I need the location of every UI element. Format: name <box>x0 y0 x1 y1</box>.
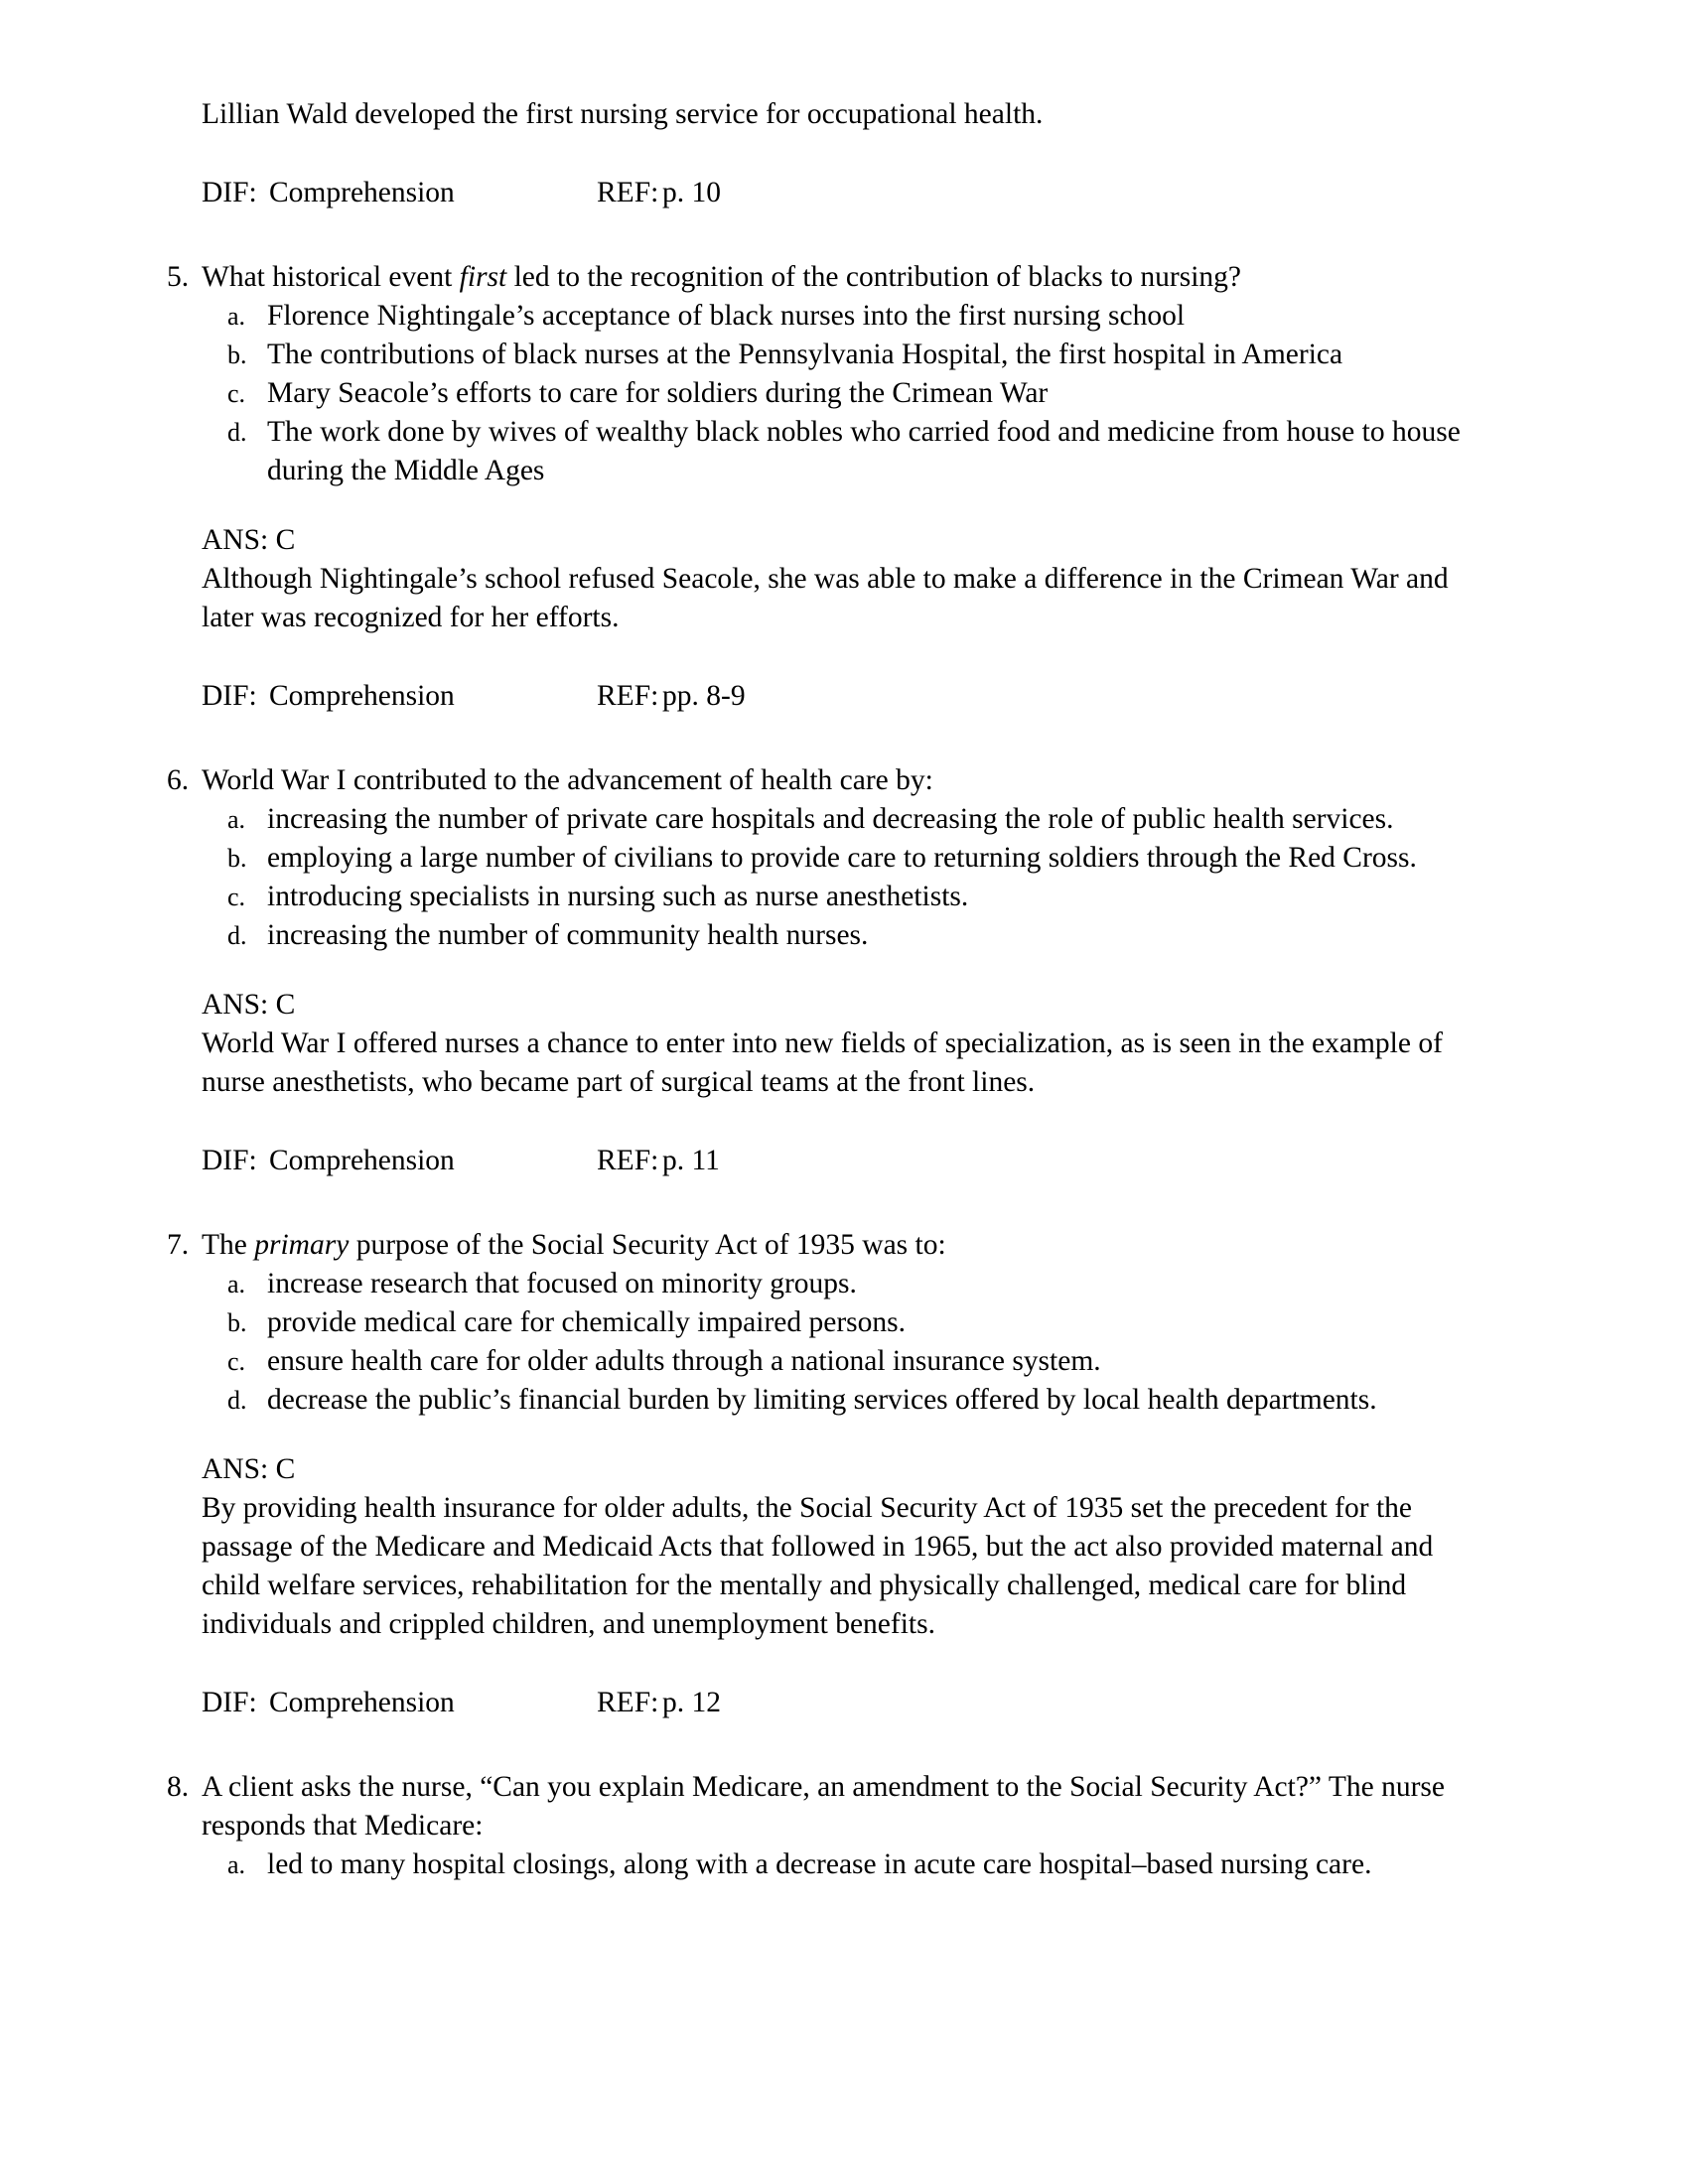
metadata-row-intro <box>202 174 1479 212</box>
dif-value: Comprehension <box>269 177 455 208</box>
intro-paragraph: Lillian Wald developed the first nursing service for occupational health. <box>202 98 1044 130</box>
option-text: led to many hospital closings, along with a decrease in acute care hospital–based nursing care. <box>267 1848 1372 1880</box>
question-stem-after: led to the recognition of the contribution of blacks to nursing? <box>506 261 1242 293</box>
question-stem-emphasis: primary <box>254 1229 350 1261</box>
option-item[interactable] <box>202 800 1479 839</box>
option-item[interactable] <box>202 1381 1479 1420</box>
dif-label: DIF: <box>202 1687 257 1718</box>
question-item <box>167 258 1479 297</box>
answer-line: ANS: C <box>202 524 296 556</box>
rationale-text: By providing health insurance for older adults, the Social Security Act of 1935 set the precedent for the passage of the Medicare and Medicaid Acts that followed in 1965, but the act also provided maternal and child welfare services, rehabilitation for the mentally and physically challenged, medical care for blind individuals and crippled children, and unemployment benefits. <box>202 1492 1434 1640</box>
option-list <box>202 297 1479 490</box>
option-item[interactable] <box>202 916 1479 955</box>
spacer <box>167 1180 1479 1226</box>
option-letter: c. <box>227 883 246 911</box>
option-item[interactable] <box>202 413 1479 490</box>
metadata-row <box>202 1142 1479 1180</box>
option-text: ensure health care for older adults through a national insurance system. <box>267 1345 1101 1377</box>
option-letter: d. <box>227 1386 247 1415</box>
option-item[interactable] <box>202 1265 1479 1303</box>
spacer <box>167 134 1479 174</box>
option-letter: a. <box>227 805 246 834</box>
ref-value: p. 10 <box>662 177 721 208</box>
question-stem-before: The <box>202 1229 255 1261</box>
option-letter: a. <box>227 302 246 331</box>
spacer <box>167 212 1479 258</box>
question-stem-before: World War I contributed to the advancement of health care by: <box>202 764 933 796</box>
question-number: 8. <box>167 1771 190 1803</box>
option-text: decrease the public’s financial burden by limiting services offered by local health departments. <box>267 1384 1377 1416</box>
option-item[interactable] <box>202 1342 1479 1381</box>
ref-label: REF: <box>597 1687 659 1718</box>
option-text: Florence Nightingale’s acceptance of black nurses into the first nursing school <box>267 300 1186 332</box>
option-letter: d. <box>227 418 247 447</box>
option-list <box>202 800 1479 955</box>
spacer <box>167 1102 1479 1142</box>
option-item[interactable] <box>202 336 1479 374</box>
question-stem <box>202 258 1479 297</box>
question-item <box>167 1768 1479 1845</box>
dif-value: Comprehension <box>269 1145 455 1176</box>
spacer <box>167 490 1479 521</box>
option-letter: d. <box>227 921 247 950</box>
option-letter: b. <box>227 844 247 873</box>
question-stem <box>202 1768 1479 1845</box>
spacer <box>167 1722 1479 1768</box>
metadata-row <box>202 677 1479 716</box>
ref-label: REF: <box>597 177 659 208</box>
option-letter: b. <box>227 341 247 369</box>
option-text: provide medical care for chemically impaired persons. <box>267 1306 906 1338</box>
question-stem-before: A client asks the nurse, “Can you explain Medicare, an amendment to the Social Security Act?” The nurse responds that Medicare: <box>202 1771 1446 1842</box>
spacer <box>167 955 1479 986</box>
ref-value: p. 12 <box>662 1687 721 1718</box>
question-item <box>167 1226 1479 1265</box>
question-item <box>167 761 1479 800</box>
question-stem-before: What historical event <box>202 261 460 293</box>
dif-label: DIF: <box>202 177 257 208</box>
dif-label: DIF: <box>202 1145 257 1176</box>
question-stem <box>202 1226 1479 1265</box>
answer-line: ANS: C <box>202 1453 296 1485</box>
option-text: introducing specialists in nursing such as nurse anesthetists. <box>267 881 969 912</box>
dif-label: DIF: <box>202 680 257 712</box>
spacer <box>167 637 1479 677</box>
option-item[interactable] <box>202 878 1479 916</box>
option-letter: a. <box>227 1850 246 1879</box>
spacer <box>167 1420 1479 1450</box>
question-number: 5. <box>167 261 190 293</box>
option-text: Mary Seacole’s efforts to care for soldiers during the Crimean War <box>267 377 1049 409</box>
dif-value: Comprehension <box>269 680 455 712</box>
option-letter: a. <box>227 1270 246 1298</box>
option-letter: b. <box>227 1308 247 1337</box>
metadata-row <box>202 1684 1479 1722</box>
option-item[interactable] <box>202 374 1479 413</box>
option-item[interactable] <box>202 1845 1479 1884</box>
document-body <box>167 95 1479 1884</box>
option-text: increasing the number of community health nurses. <box>267 919 869 951</box>
spacer <box>167 716 1479 761</box>
ref-value: p. 11 <box>662 1145 720 1176</box>
option-text: employing a large number of civilians to provide care to returning soldiers through the Red Cross. <box>267 842 1417 874</box>
option-list <box>202 1845 1479 1884</box>
option-item[interactable] <box>202 1303 1479 1342</box>
question-number: 6. <box>167 764 190 796</box>
question-stem <box>202 761 1479 800</box>
ref-value: pp. 8-9 <box>662 680 746 712</box>
option-text: The work done by wives of wealthy black nobles who carried food and medicine from house to house during the Middle Ages <box>267 416 1461 486</box>
option-list <box>202 1265 1479 1420</box>
ref-label: REF: <box>597 680 659 712</box>
dif-value: Comprehension <box>269 1687 455 1718</box>
option-text: increase research that focused on minority groups. <box>267 1268 857 1299</box>
answer-line: ANS: C <box>202 989 296 1021</box>
option-item[interactable] <box>202 297 1479 336</box>
option-letter: c. <box>227 379 246 408</box>
option-text: The contributions of black nurses at the Pennsylvania Hospital, the first hospital in America <box>267 339 1343 370</box>
question-stem-emphasis: first <box>459 261 507 293</box>
option-text: increasing the number of private care hospitals and decreasing the role of public health services. <box>267 803 1394 835</box>
question-number: 7. <box>167 1229 190 1261</box>
ref-label: REF: <box>597 1145 659 1176</box>
rationale-text: Although Nightingale’s school refused Seacole, she was able to make a difference in the Crimean War and later was recognized for her efforts. <box>202 563 1449 633</box>
option-letter: c. <box>227 1347 246 1376</box>
rationale-text: World War I offered nurses a chance to enter into new fields of specialization, as is seen in the example of nurse anesthetists, who became part of surgical teams at the front lines. <box>202 1027 1443 1098</box>
spacer <box>167 1644 1479 1684</box>
option-item[interactable] <box>202 839 1479 878</box>
question-stem-after: purpose of the Social Security Act of 1935 was to: <box>349 1229 946 1261</box>
